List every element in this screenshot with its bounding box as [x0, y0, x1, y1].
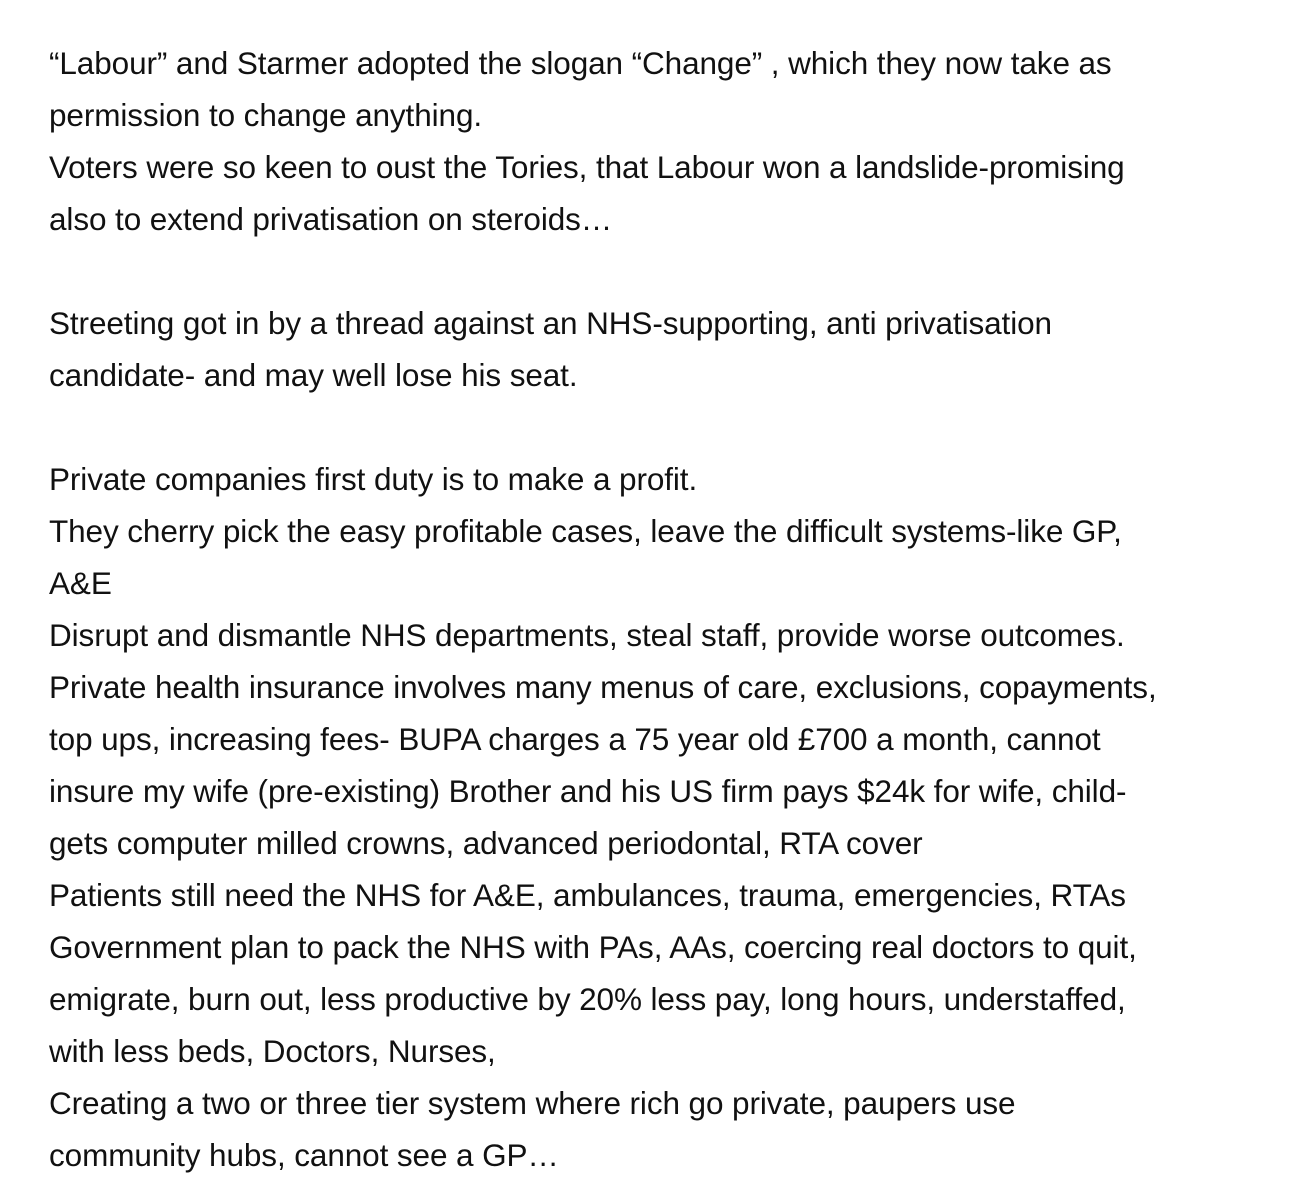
document-body: [49, 37, 1264, 1181]
text-line: top ups, increasing fees- BUPA charges a 75 year old £700 a month, cannot: [49, 721, 1101, 757]
paragraph-gap: [49, 245, 1264, 297]
text-line: Private companies first duty is to make a profit.: [49, 461, 698, 497]
text-line: Government plan to pack the NHS with PAs, AAs, coercing real doctors to quit,: [49, 929, 1137, 965]
text-line: insure my wife (pre-existing) Brother and his US firm pays $24k for wife, child-: [49, 773, 1127, 809]
text-line: “Labour” and Starmer adopted the slogan “Change” , which they now take as: [49, 45, 1112, 81]
text-line: A&E: [49, 565, 112, 601]
text-line: They cherry pick the easy profitable cases, leave the difficult systems-like GP,: [49, 513, 1122, 549]
paragraph-gap: [49, 401, 1264, 453]
text-line: also to extend privatisation on steroids…: [49, 201, 613, 237]
text-line: emigrate, burn out, less productive by 20% less pay, long hours, understaffed,: [49, 981, 1126, 1017]
text-line: Streeting got in by a thread against an NHS-supporting, anti privatisation: [49, 305, 1052, 341]
text-line: Disrupt and dismantle NHS departments, steal staff, provide worse outcomes.: [49, 617, 1125, 653]
text-line: with less beds, Doctors, Nurses,: [49, 1033, 496, 1069]
text-line: gets computer milled crowns, advanced periodontal, RTA cover: [49, 825, 923, 861]
text-line: permission to change anything.: [49, 97, 483, 133]
text-line: Private health insurance involves many menus of care, exclusions, copayments,: [49, 669, 1157, 705]
text-line: Patients still need the NHS for A&E, ambulances, trauma, emergencies, RTAs: [49, 877, 1126, 913]
text-line: community hubs, cannot see a GP…: [49, 1137, 559, 1173]
text-line: Creating a two or three tier system where rich go private, paupers use: [49, 1085, 1016, 1121]
text-line: Voters were so keen to oust the Tories, that Labour won a landslide-promising: [49, 149, 1125, 185]
text-line: candidate- and may well lose his seat.: [49, 357, 578, 393]
